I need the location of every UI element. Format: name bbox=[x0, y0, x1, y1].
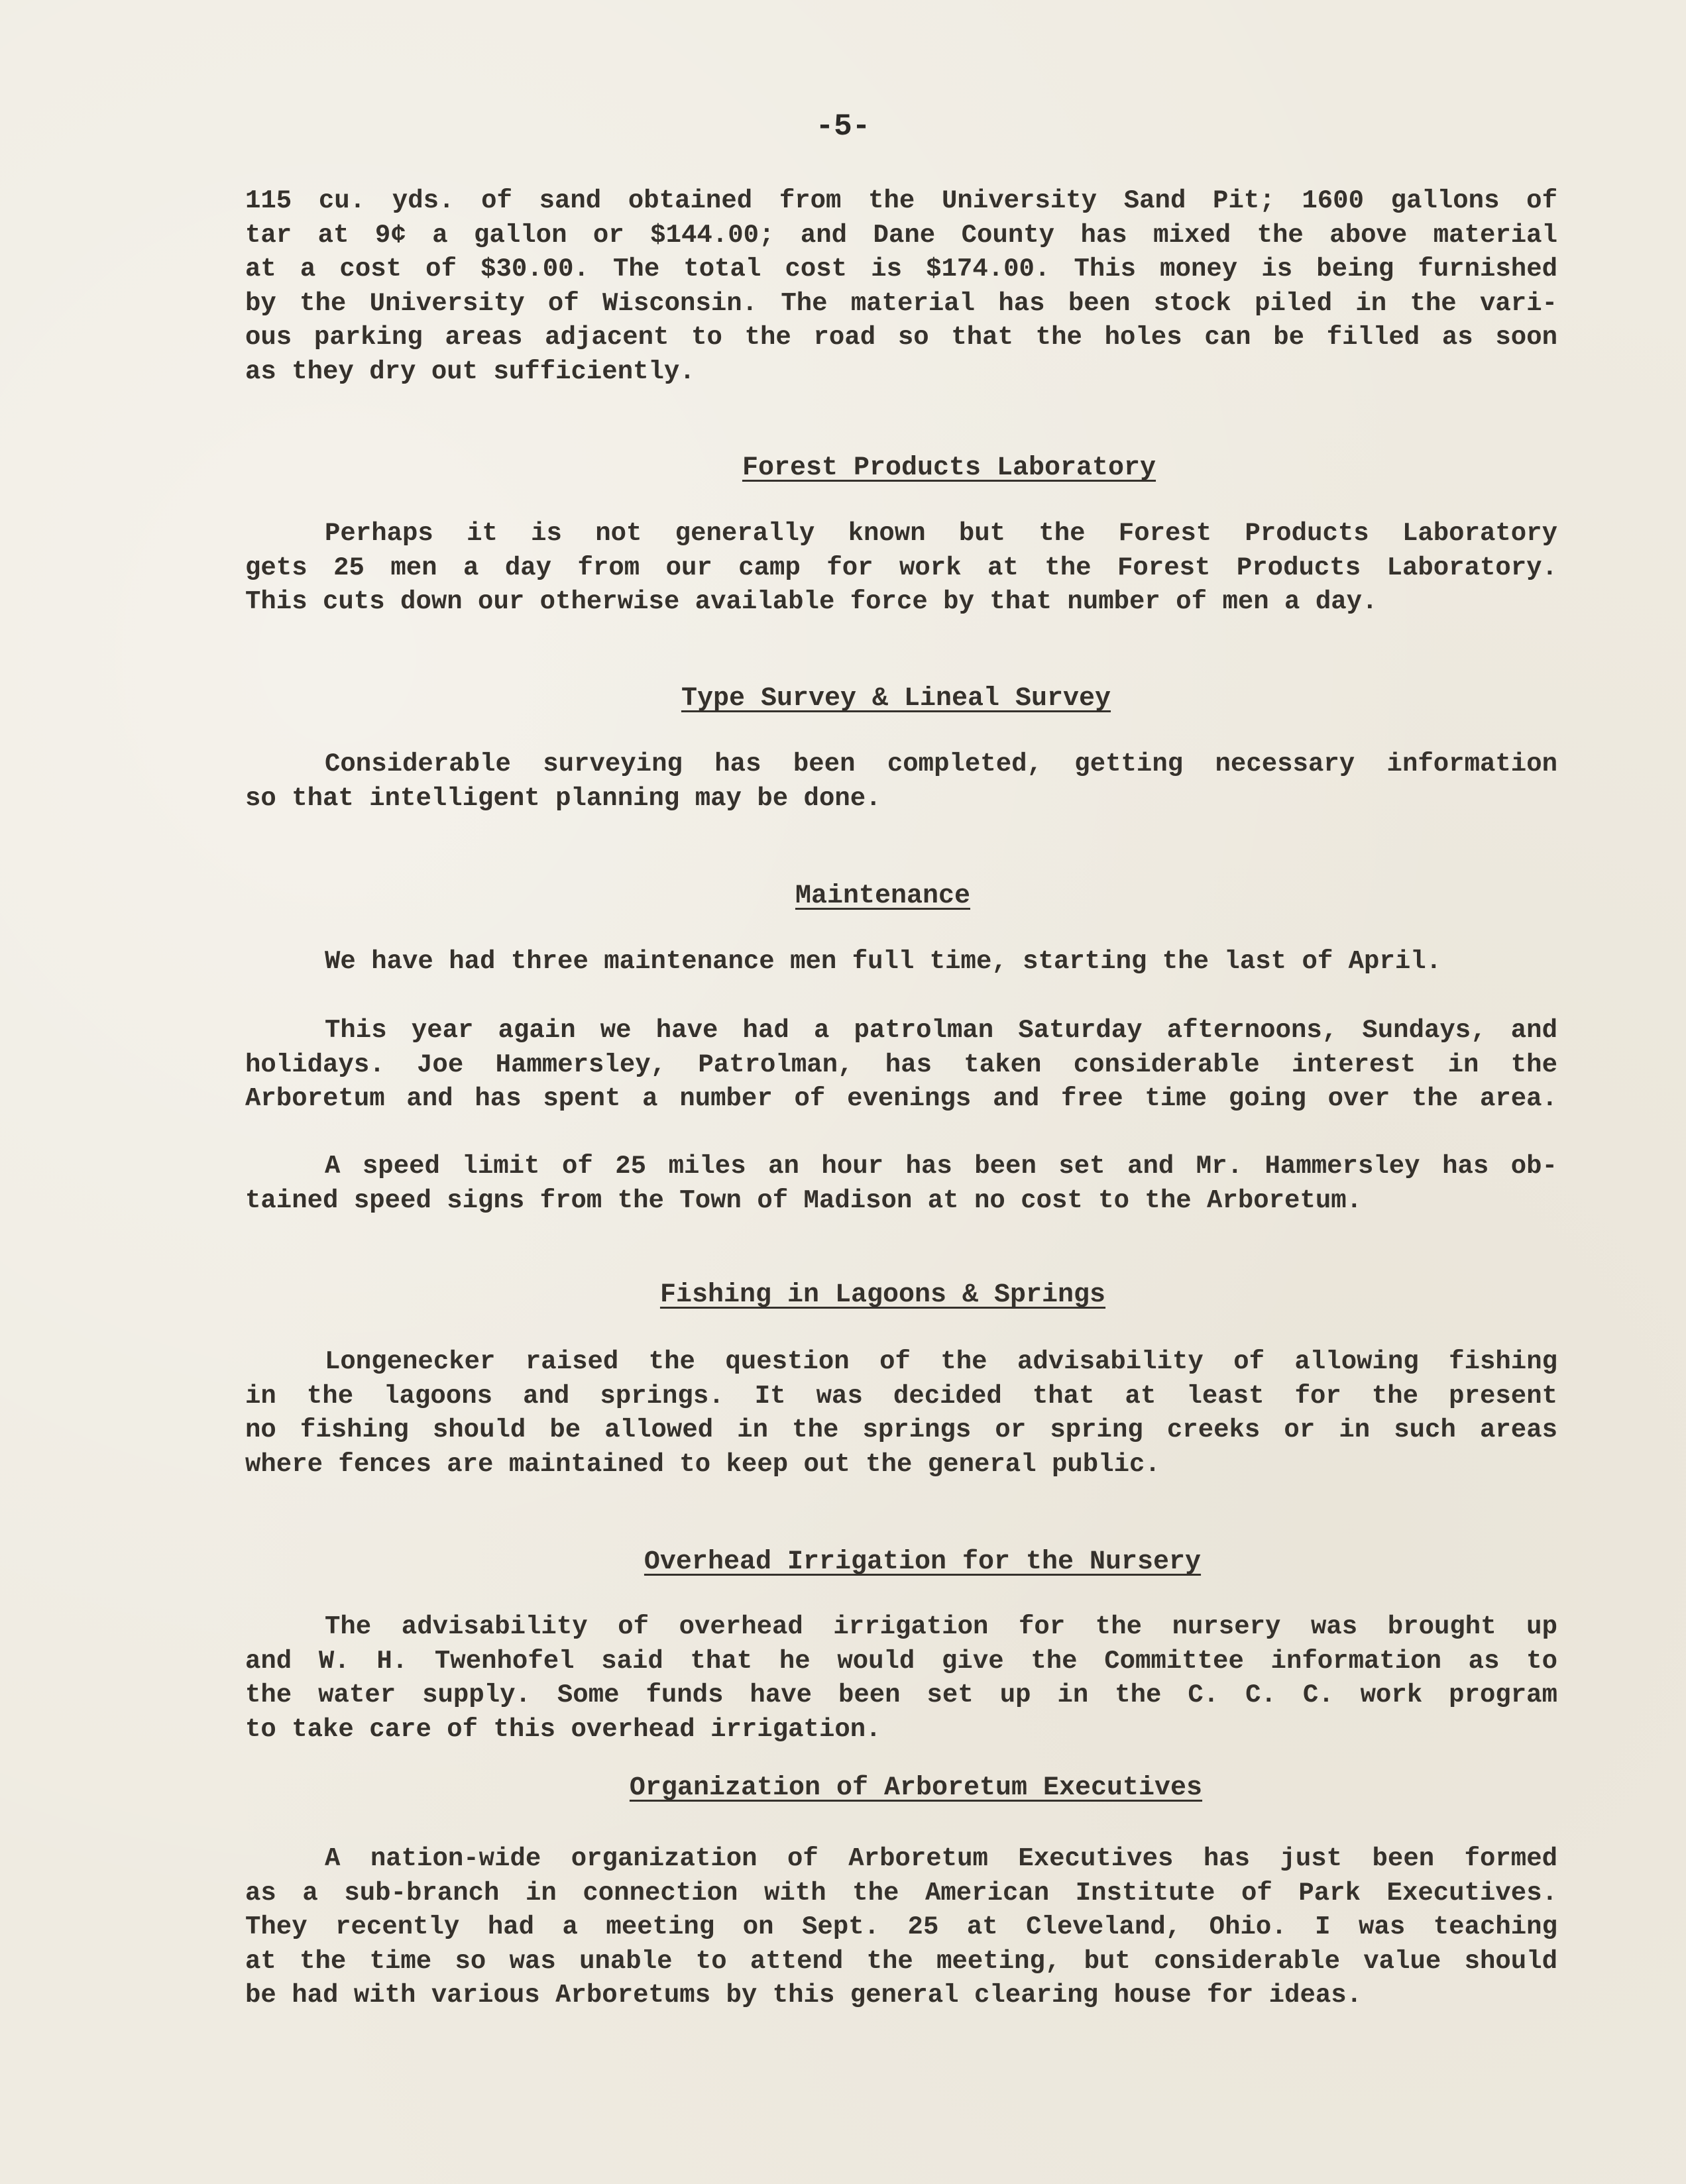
text-line: and W. H. Twenhofel said that he would give the Committee information as to bbox=[245, 1646, 1557, 1676]
text-line: in the lagoons and springs. It was decided that at least for the present bbox=[245, 1381, 1557, 1411]
road-repair-paragraph bbox=[245, 184, 1557, 389]
text-line: They recently had a meeting on Sept. 25 at Cleveland, Ohio. I was teaching bbox=[245, 1912, 1557, 1941]
text-line: The advisability of overhead irrigation for the nursery was brought up bbox=[325, 1612, 1557, 1641]
type-survey-paragraph bbox=[245, 747, 1557, 816]
maintenance-paragraph-2 bbox=[245, 1014, 1557, 1117]
text-line: no fishing should be allowed in the springs or spring creeks or in such areas bbox=[245, 1415, 1557, 1445]
section-heading-forest-products: Forest Products Laboratory bbox=[742, 453, 1156, 483]
maintenance-paragraph-3 bbox=[245, 1150, 1557, 1218]
text-line: tar at 9¢ a gallon or $144.00; and Dane County has mixed the above material bbox=[245, 220, 1557, 250]
text-line: at a cost of $30.00. The total cost is $174.00. This money is being furnished bbox=[245, 254, 1557, 284]
text-line: as a sub-branch in connection with the American Institute of Park Executives. bbox=[245, 1878, 1557, 1908]
fishing-paragraph bbox=[245, 1345, 1557, 1482]
text-line: 115 cu. yds. of sand obtained from the University Sand Pit; 1600 gallons of bbox=[245, 186, 1557, 215]
irrigation-paragraph bbox=[245, 1610, 1557, 1747]
text-line: Considerable surveying has been completed, getting necessary information bbox=[325, 749, 1557, 779]
arboretum-executives-paragraph bbox=[245, 1842, 1557, 2013]
section-heading-type-survey: Type Survey & Lineal Survey bbox=[681, 684, 1111, 714]
text-line: Arboretum and has spent a number of evenings and free time going over the area. bbox=[245, 1084, 1557, 1113]
text-line: the water supply. Some funds have been set up in the C. C. C. work program bbox=[245, 1680, 1557, 1710]
forest-products-paragraph bbox=[245, 517, 1557, 620]
text-line: tained speed signs from the Town of Madison at no cost to the Arboretum. bbox=[245, 1185, 1363, 1215]
text-line: We have had three maintenance men full time, starting the last of April. bbox=[325, 947, 1442, 976]
text-line: This cuts down our otherwise available force by that number of men a day. bbox=[245, 587, 1378, 616]
text-line: Longenecker raised the question of the advisability of allowing fishing bbox=[325, 1347, 1557, 1376]
text-line: A speed limit of 25 miles an hour has been set and Mr. Hammersley has ob- bbox=[325, 1152, 1557, 1181]
text-line: by the University of Wisconsin. The material has been stock piled in the vari- bbox=[245, 288, 1557, 318]
page-number: -5- bbox=[815, 109, 871, 144]
text-line: be had with various Arboretums by this general clearing house for ideas. bbox=[245, 1981, 1363, 2010]
text-line: Perhaps it is not generally known but the Forest Products Laboratory bbox=[325, 519, 1557, 548]
text-line: A nation-wide organization of Arboretum Executives has just been formed bbox=[325, 1844, 1557, 1873]
section-heading-fishing: Fishing in Lagoons & Springs bbox=[659, 1280, 1106, 1310]
text-line: ous parking areas adjacent to the road so that the holes can be filled as soon bbox=[245, 323, 1557, 352]
text-line: This year again we have had a patrolman Saturday afternoons, Sundays, and bbox=[325, 1016, 1557, 1045]
text-line: as they dry out sufficiently. bbox=[245, 356, 695, 386]
section-heading-irrigation: Overhead Irrigation for the Nursery bbox=[644, 1547, 1202, 1577]
maintenance-paragraph-1 bbox=[245, 945, 1557, 979]
text-line: to take care of this overhead irrigation. bbox=[245, 1714, 881, 1744]
section-heading-arboretum-executives: Organization of Arboretum Executives bbox=[629, 1773, 1203, 1803]
section-heading-maintenance: Maintenance bbox=[795, 881, 971, 911]
text-line: at the time so was unable to attend the meeting, but considerable value should bbox=[245, 1946, 1557, 1976]
text-line: where fences are maintained to keep out the general public. bbox=[245, 1449, 1160, 1479]
text-line: gets 25 men a day from our camp for work at the Forest Products Laboratory. bbox=[245, 553, 1557, 582]
text-line: so that intelligent planning may be done. bbox=[245, 783, 881, 813]
text-line: holidays. Joe Hammersley, Patrolman, has taken considerable interest in the bbox=[245, 1050, 1557, 1079]
